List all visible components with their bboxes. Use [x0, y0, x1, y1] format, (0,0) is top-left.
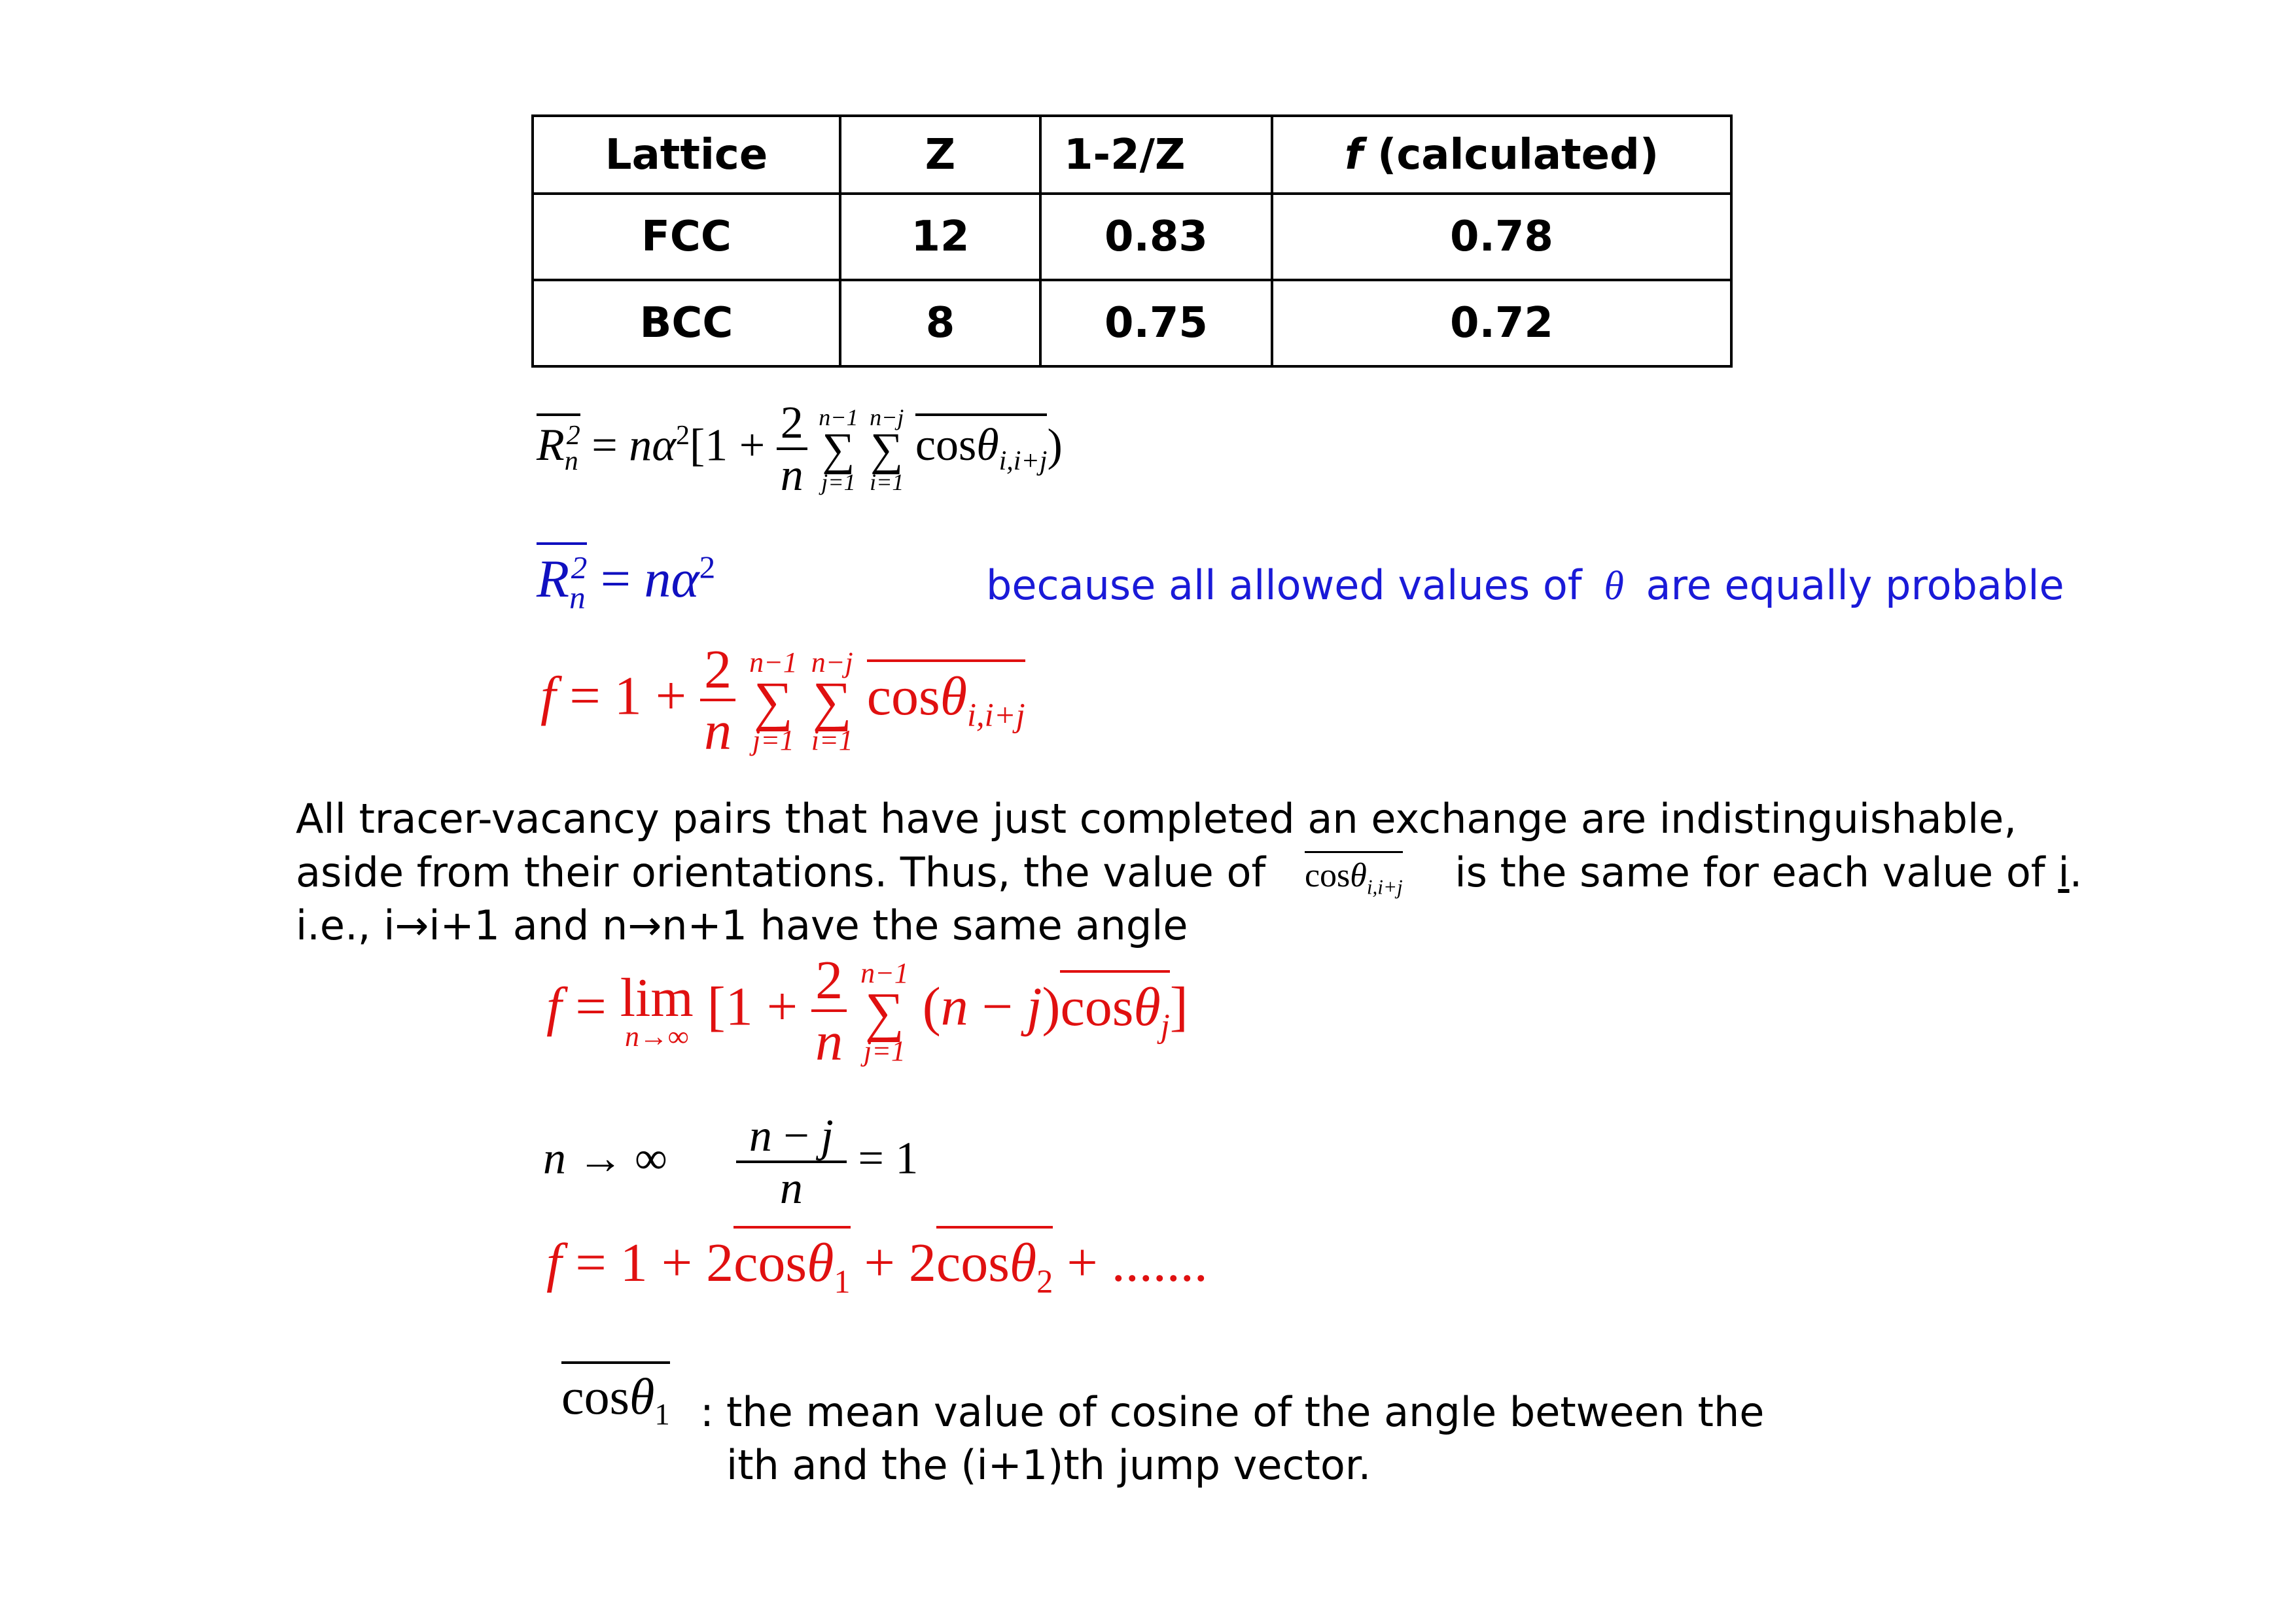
equation-correlation-factor: f = 1 + $\frac{2}{n}$ n−1 ∑ j=1 n−j ∑ i=1 cosθ$_{i,i+j}$ [540, 639, 1025, 762]
paragraph-line-2-end: is the same for each value of [1455, 848, 2045, 896]
note-text: because all allowed values of [986, 561, 1582, 609]
cell-z: 8 [840, 280, 1040, 366]
definition-colon: : [700, 1388, 714, 1436]
paragraph-period: . [2069, 848, 2083, 896]
paragraph-line-1: All tracer-vacancy pairs that have just completed an exchange are indistinguishable, [296, 795, 2017, 843]
note-text-end: are equally probable [1646, 561, 2064, 609]
equation-series-expansion: f = 1 + 2cosθ$_1$ + 2cosθ$_2$ + ....... [546, 1231, 1208, 1300]
header-calculated: (calculated) [1377, 130, 1659, 179]
cell-f: 0.72 [1272, 280, 1731, 366]
header-lattice: Lattice [533, 116, 840, 194]
table-header-row [533, 116, 1731, 194]
equation-n-limit: n → ∞ $\frac{n - j}{n}$ = 1 [543, 1111, 919, 1213]
cell-lattice: FCC [533, 194, 840, 280]
theta-symbol: θ [1604, 564, 1624, 608]
paragraph-line-2-start: aside from their orientations. Thus, the value of [296, 848, 1266, 896]
header-f-symbol: f [1344, 130, 1363, 179]
header-z: Z [840, 116, 1040, 194]
paragraph-line-2 [296, 848, 2082, 899]
cell-ratio: 0.83 [1040, 194, 1272, 280]
random-walk-note [986, 561, 2064, 610]
table-row-bcc [533, 280, 1731, 366]
cell-z: 12 [840, 194, 1040, 280]
equation-limit: f = lim n→∞ [1 + $\frac{2}{n}$ n−1 ∑ j=1 (n − j)cosθ$_j$] [546, 950, 1188, 1073]
definition-mean-cos-theta: cosθ$_1$ [561, 1367, 670, 1433]
header-f-calculated [1272, 116, 1731, 194]
cell-ratio: 0.75 [1040, 280, 1272, 366]
inline-mean-cos-theta: cosθ$_{i,i+j}$ [1305, 851, 1403, 894]
paragraph-line-3: i.e., i→i+1 and n→n+1 have the same angle [296, 901, 1188, 949]
lattice-correlation-table [531, 114, 1733, 368]
equation-random-walk: $R_n^2 = n\alpha^2$ [537, 548, 715, 616]
definition-line-1: the mean value of cosine of the angle between the [726, 1388, 1765, 1436]
cell-f: 0.78 [1272, 194, 1731, 280]
paragraph-index-i: i [2058, 848, 2070, 896]
table-row-fcc [533, 194, 1731, 280]
cell-lattice: BCC [533, 280, 840, 366]
definition-line-2: ith and the (i+1)th jump vector. [726, 1441, 1371, 1489]
equation-mean-square-displacement: $R_n^2 = n\alpha^2[1$ + $\frac{2}{n}$ n−1 ∑ j=1 n−j ∑ i=1 cosθ$_{i,i+j}$) [537, 398, 1063, 500]
header-one-minus-two-over-z: 1-2/Z [1040, 116, 1272, 194]
